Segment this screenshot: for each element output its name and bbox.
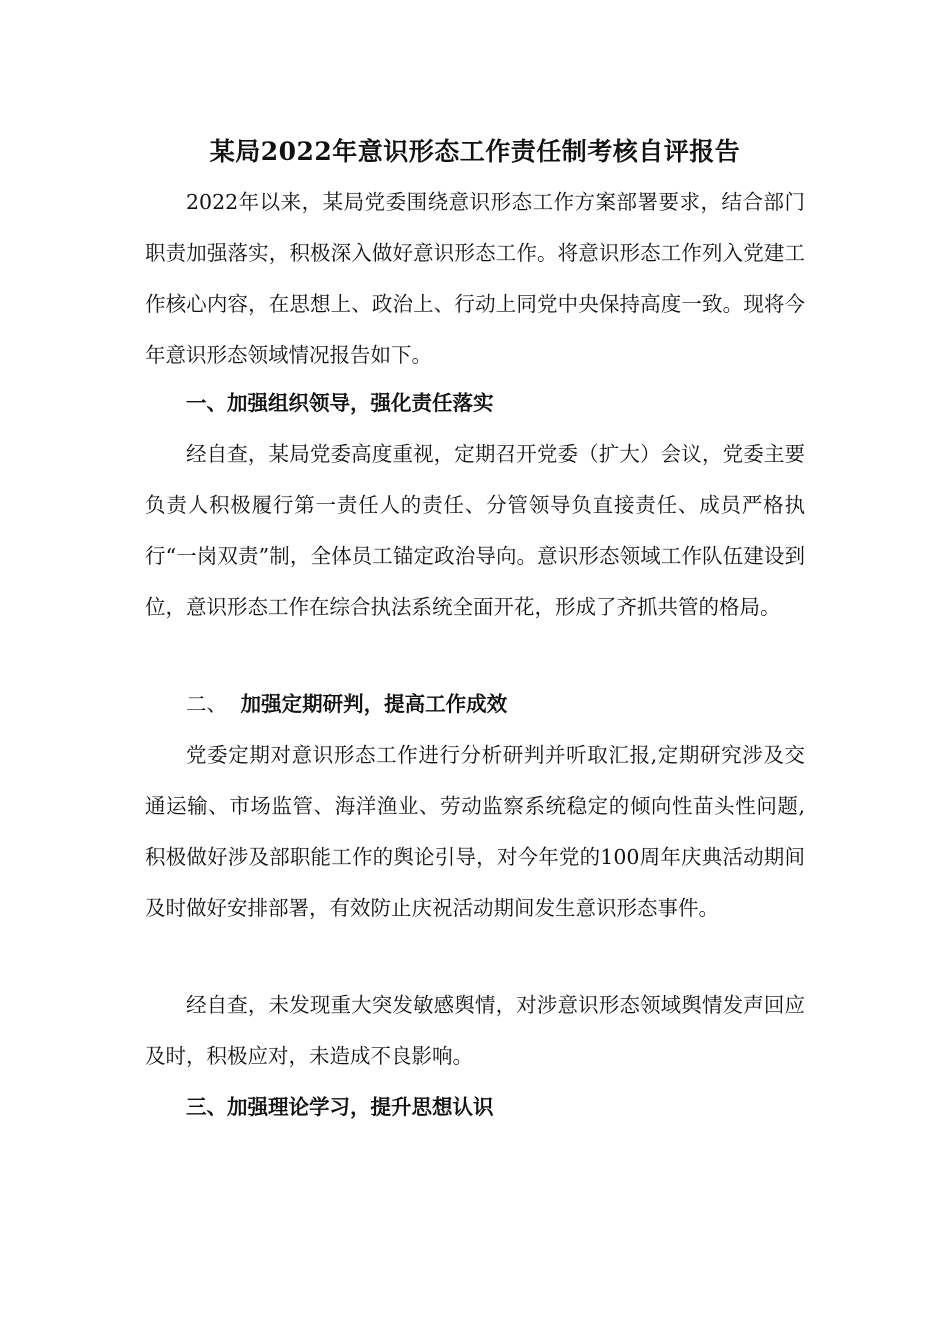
section-2-heading: 加强定期研判，提高工作成效 bbox=[240, 692, 508, 716]
section-1-paragraph: 经自查，某局党委高度重视，定期召开党委（扩大）会议，党委主要负责人积极履行第一责任人的责任、分管领导负直接责任、成员严格执行“一岗双责”制，全体员工锚定政治导向。意识形态领域工作队伍建设到位，意识形态工作在综合执法系统全面开花，形成了齐抓共管的格局。 bbox=[145, 442, 805, 619]
section-2-number: 二、 bbox=[186, 692, 234, 716]
section-3-heading: 三、加强理论学习，提升思想认识 bbox=[186, 1095, 494, 1119]
section-2-heading-line bbox=[145, 679, 805, 730]
section-2-paragraph-1: 党委定期对意识形态工作进行分析研判并听取汇报,定期研究涉及交通运输、市场监管、海洋渔业、劳动监察系统稳定的倾向性苗头性问题,积极做好涉及部职能工作的舆论引导，对今年党的100周年庆典活动期间及时做好安排部署，有效防止庆祝活动期间发生意识形态事件。 bbox=[145, 743, 805, 920]
section-1-heading: 一、加强组织领导，强化责任落实 bbox=[186, 391, 494, 415]
intro-paragraph: 2022年以来，某局党委围绕意识形态工作方案部署要求，结合部门职责加强落实，积极深入做好意识形态工作。将意识形态工作列入党建工作核心内容，在思想上、政治上、行动上同党中央保持高度一致。现将今年意识形态领域情况报告如下。 bbox=[145, 190, 805, 367]
document-title: 某局2022年意识形态工作责任制考核自评报告 bbox=[209, 137, 741, 166]
section-2-paragraph-2: 经自查，未发现重大突发敏感舆情，对涉意识形态领域舆情发声回应及时，积极应对，未造成不良影响。 bbox=[145, 993, 805, 1068]
